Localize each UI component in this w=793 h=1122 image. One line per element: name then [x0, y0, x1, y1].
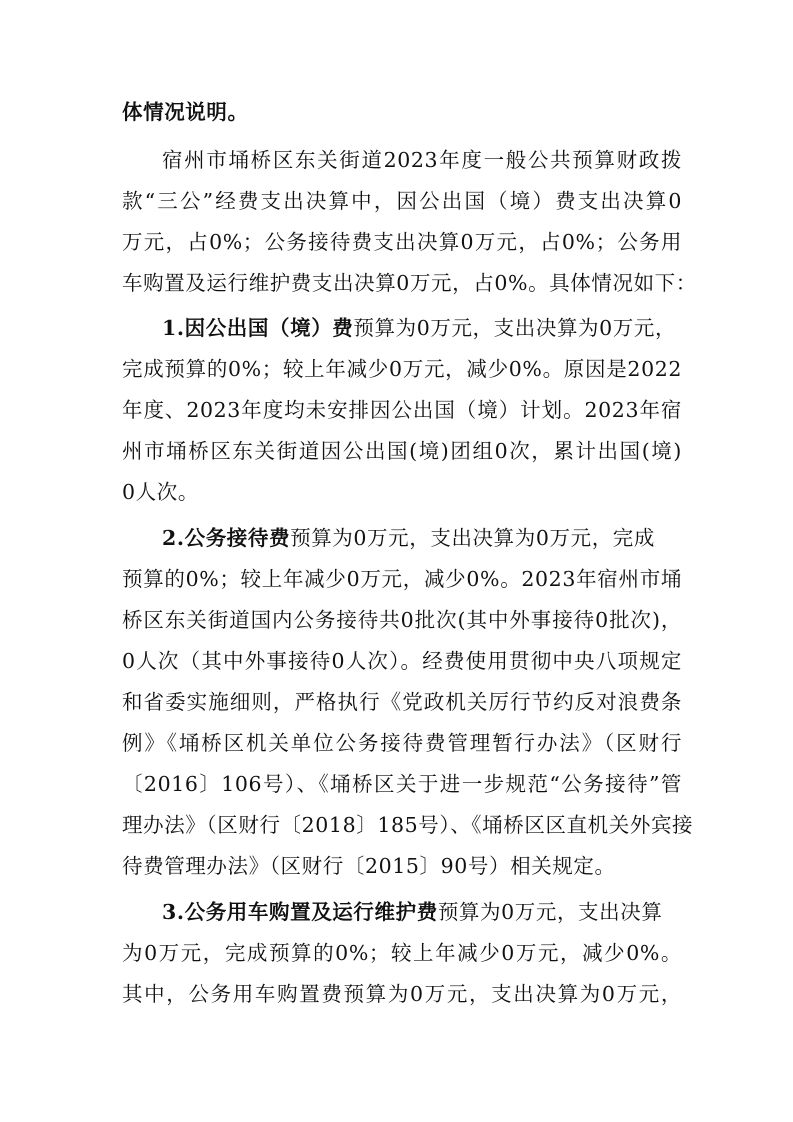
item1-line-2: 完成预算的0%；较上年减少0万元，减少0%。原因是2022: [122, 357, 682, 381]
para1-line-1: 宿州市埇桥区东关街道2023年度一般公共预算财政拨: [162, 148, 682, 172]
item3-line-2: 为0万元，完成预算的0%；较上年减少0万元，减少0%。: [122, 941, 682, 965]
item1-line-5: 0人次。: [122, 480, 199, 504]
item2-line-4: 0人次（其中外事接待0人次）。经费使用贯彻中央八项规定: [122, 649, 682, 673]
item2-line-6: 例》《埇桥区机关单位公务接待费管理暂行办法》（区财行: [122, 731, 682, 755]
heading-tail: 体情况说明。: [122, 100, 249, 124]
item2-first-line: [162, 522, 682, 554]
item3-first-line: [162, 896, 682, 928]
item2-line-5: 和省委实施细则，严格执行《党政机关厉行节约反对浪费条: [122, 690, 682, 714]
item2-line-8: 理办法》（区财行〔2018〕185号）、《埇桥区区直机关外宾接: [122, 813, 694, 837]
para1-line-3: 万元，占0%；公务接待费支出决算0万元，占0%；公务用: [122, 230, 682, 254]
item2-first-rest: 预算为0万元，支出决算为0万元，完成: [290, 526, 655, 550]
item1-line-4: 州市埇桥区东关街道因公出国(境)团组0次，累计出国(境): [122, 439, 682, 463]
item1-line-3: 年度、2023年度均未安排因公出国（境）计划。2023年宿: [122, 398, 682, 422]
item3-line-3: 其中，公务用车购置费预算为0万元，支出决算为0万元，: [122, 982, 682, 1006]
item1-first-rest: 预算为0万元，支出决算为0万元，: [353, 316, 677, 340]
para1-line-2: 款“三公”经费支出决算中，因公出国（境）费支出决算0: [122, 189, 682, 213]
item1-title: 1.因公出国（境）费: [162, 316, 354, 340]
para1-line-4: 车购置及运行维护费支出决算0万元，占0%。具体情况如下：: [122, 271, 697, 295]
item2-line-3: 桥区东关街道国内公务接待共0批次(其中外事接待0批次)，: [122, 608, 682, 632]
item2-title: 2.公务接待费: [162, 526, 291, 550]
item2-line-9: 待费管理办法》（区财行〔2015〕90号）相关规定。: [122, 854, 616, 878]
item3-title: 3.公务用车购置及运行维护费: [162, 900, 438, 924]
item2-line-2: 预算的0%；较上年减少0万元，减少0%。2023年宿州市埇: [122, 567, 682, 591]
item1-first-line: [162, 312, 682, 344]
item2-line-7: 〔2016〕106号）、《埇桥区关于进一步规范“公务接待”管: [122, 772, 682, 796]
item3-first-rest: 预算为0万元，支出决算: [437, 900, 663, 924]
